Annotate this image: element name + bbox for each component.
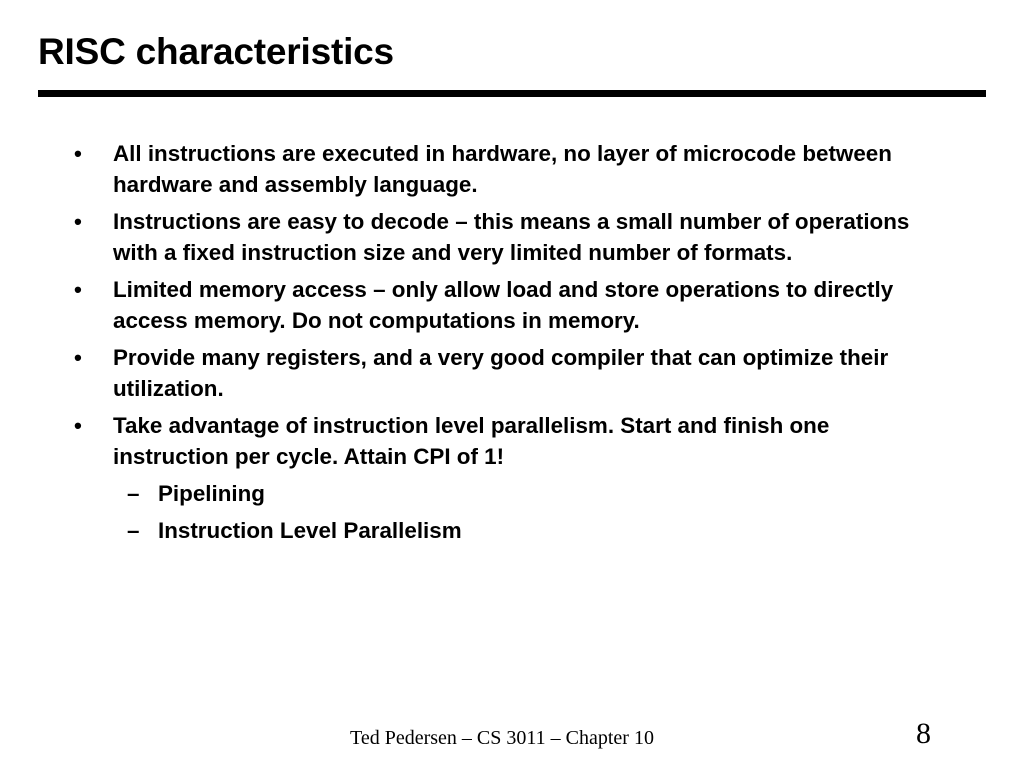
bullet-list (0, 138, 1024, 552)
bullet-item (0, 342, 943, 404)
bullet-text: Instructions are easy to decode – this means a small number of operations with a fixed instruction size and very limited number of formats. (113, 209, 910, 265)
bullet-dot: • (74, 413, 82, 438)
bullet-dot: • (74, 277, 82, 302)
slide-footer: Ted Pedersen – CS 3011 – Chapter 10 (350, 727, 654, 749)
sub-bullet-item (0, 478, 938, 509)
slide-title: RISC characteristics (38, 31, 394, 72)
bullet-dot: • (74, 141, 82, 166)
bullet-text: Take advantage of instruction level parallelism. Start and finish one instruction per cycle. Attain CPI of 1! (113, 413, 830, 469)
bullet-item (0, 274, 943, 336)
bullet-item (0, 138, 943, 200)
sub-bullet-text: Instruction Level Parallelism (158, 518, 462, 543)
bullet-item (0, 206, 943, 268)
page-number: 8 (916, 717, 931, 750)
sub-bullet-dash: – (127, 481, 140, 506)
bullet-text: Limited memory access – only allow load and store operations to directly access memory. Do not computations in memory. (113, 277, 894, 333)
sub-bullet-dash: – (127, 518, 140, 543)
sub-bullet-text: Pipelining (158, 481, 265, 506)
bullet-text: Provide many registers, and a very good compiler that can optimize their utilization. (113, 345, 889, 401)
bullet-dot: • (74, 345, 82, 370)
bullet-text: All instructions are executed in hardware, no layer of microcode between hardware and assembly language. (113, 141, 892, 197)
bullet-item (0, 410, 943, 472)
title-divider (38, 90, 986, 97)
sub-bullet-item (0, 515, 938, 546)
bullet-dot: • (74, 209, 82, 234)
